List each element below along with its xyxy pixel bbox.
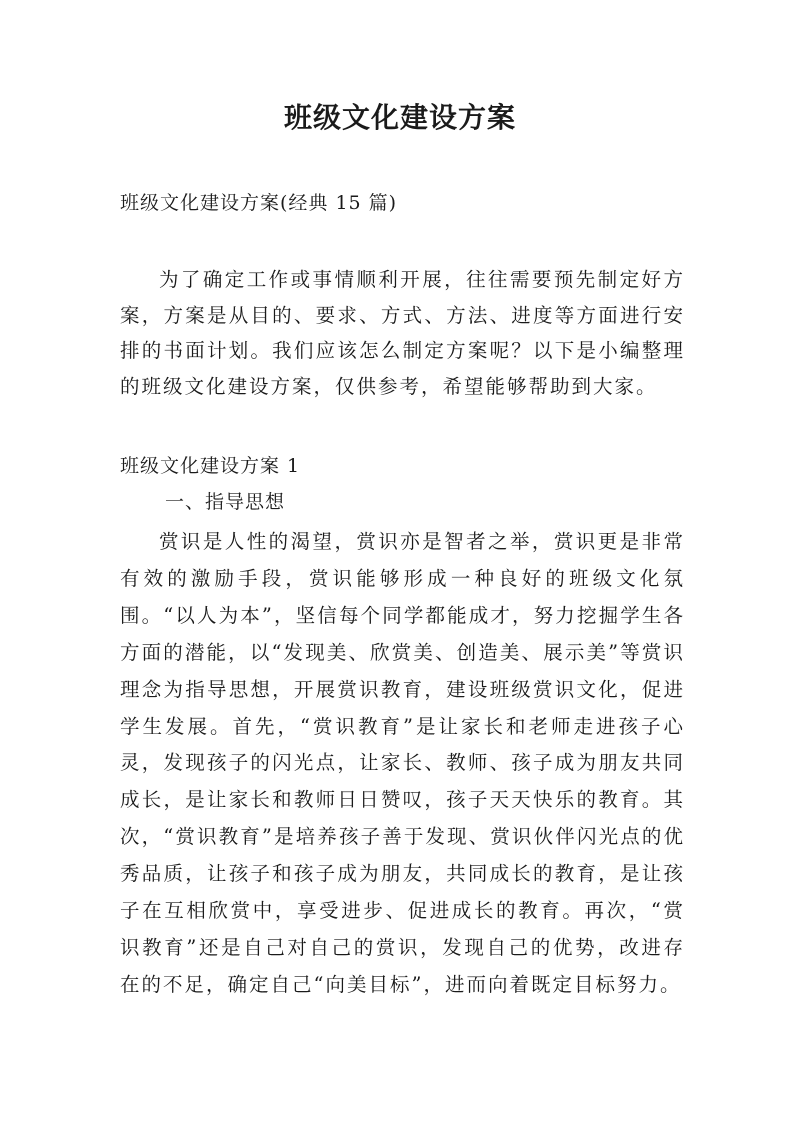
section-heading: 班级文化建设方案 1: [120, 455, 301, 477]
document-subtitle: 班级文化建设方案(经典 15 篇): [120, 192, 398, 214]
document-title: 班级文化建设方案: [283, 101, 516, 134]
sub-heading: 一、指导思想: [165, 491, 286, 513]
body-paragraph: 赏识是人性的渴望，赏识亦是智者之举，赏识更是非常有效的激励手段，赏识能够形成一种良好的班级文化氛围。“以人为本”，坚信每个同学都能成才，努力挖掘学生各方面的潜能，以“发现美、欣赏美、创造美、展示美”等赏识理念为指导思想，开展赏识教育，建设班级赏识文化，促进学生发展。首先，“赏识教育”是让家长和老师走进孩子心灵，发现孩子的闪光点，让家长、教师、孩子成为朋友共同成长，是让家长和教师日日赞叹，孩子天天快乐的教育。其次，“赏识教育”是培养孩子善于发现、赏识伙伴闪光点的优秀品质，让孩子和孩子成为朋友，共同成长的教育，是让孩子在互相欣赏中，享受进步、促进成长的教育。再次，“赏识教育”还是自己对自己的赏识，发现自己的优势，改进存在的不足，确定自己“向美目标”，进而向着既定目标努力。: [120, 530, 685, 996]
intro-paragraph: 为了确定工作或事情顺利开展，往往需要预先制定好方案，方案是从目的、要求、方式、方法、进度等方面进行安排的书面计划。我们应该怎么制定方案呢？以下是小编整理的班级文化建设方案，仅供参考，希望能够帮助到大家。: [120, 268, 685, 398]
